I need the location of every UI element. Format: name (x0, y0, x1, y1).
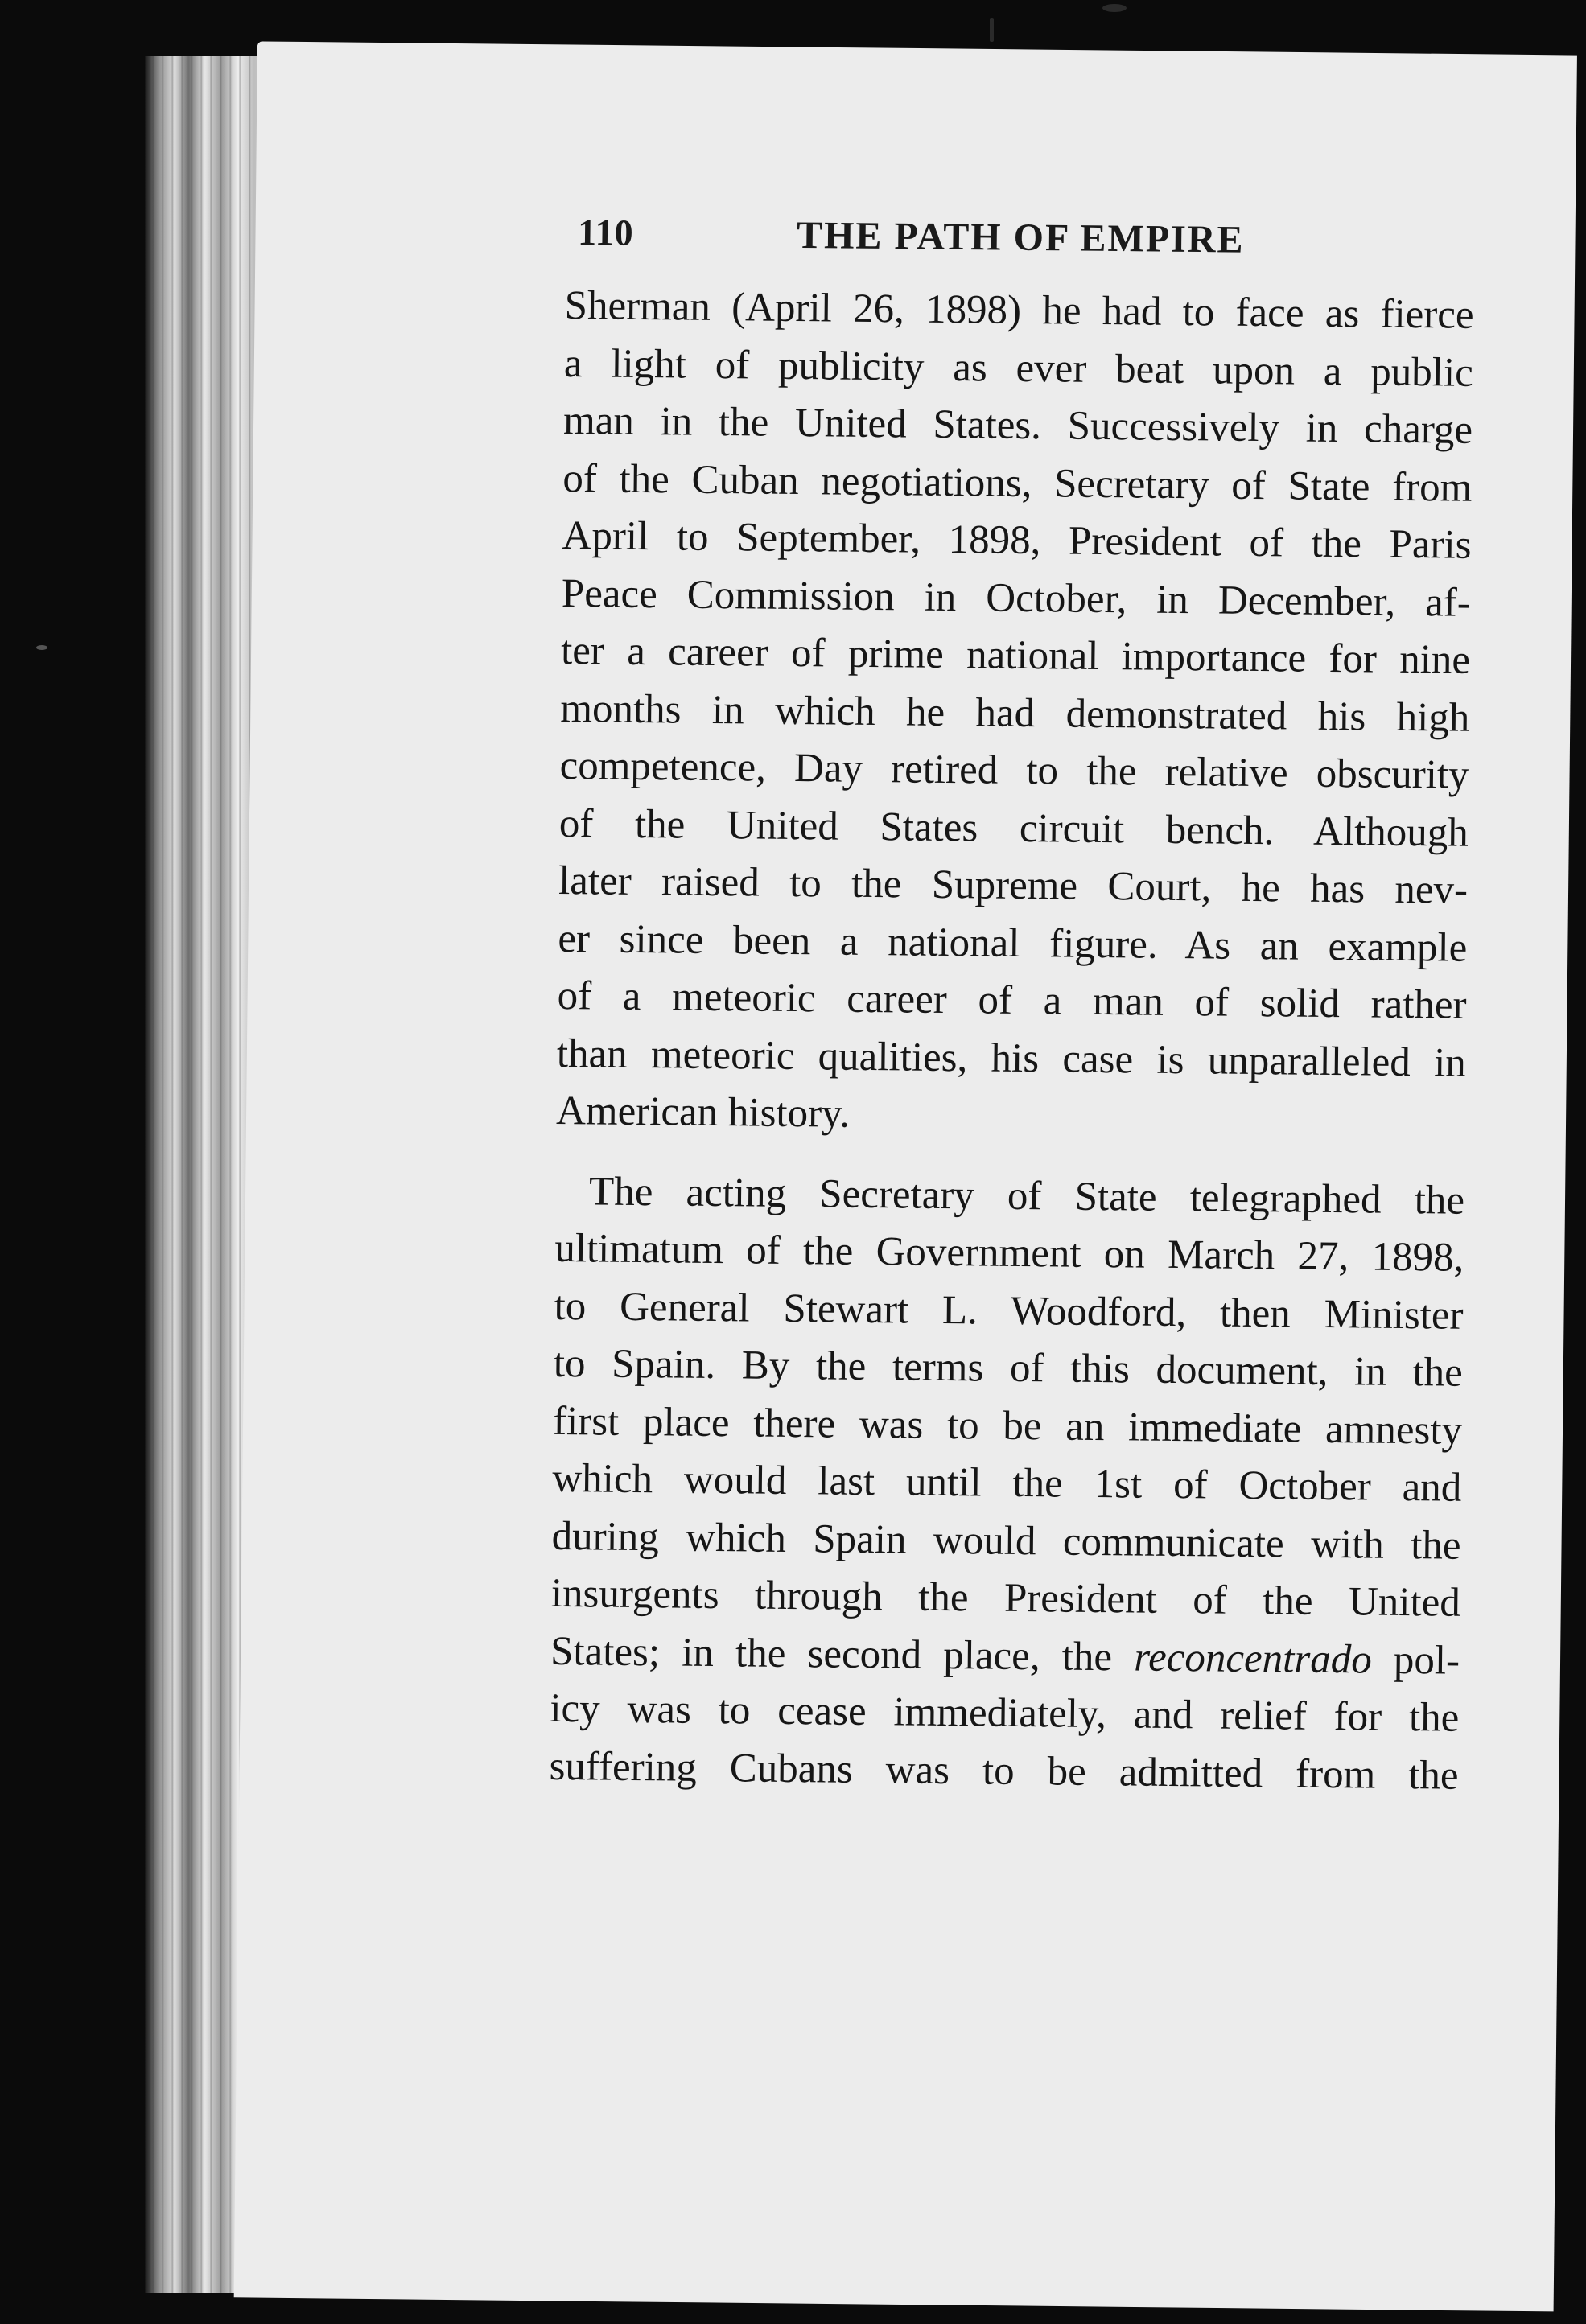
text-line: ultimatum of the Government on March 27, 1898, (554, 1225, 1464, 1281)
text-line: suffering Cubans was to be admitted from the (549, 1743, 1459, 1799)
text-line: to Spain. By the terms of this document, in the (553, 1340, 1464, 1396)
text-line: of a meteoric career of a man of solid rather (557, 973, 1467, 1028)
text-line: er since been a national figure. As an example (558, 915, 1468, 971)
text-line: ter a career of prime national importance for nine (560, 627, 1471, 683)
text-line: man in the United States. Successively in charge (562, 397, 1473, 453)
text-line: The acting Secretary of State telegraphed the (588, 1168, 1465, 1224)
text-line: months in which he had demonstrated his high (560, 685, 1470, 741)
text-line-with-italic (550, 1623, 1460, 1689)
text-segment: pol- (1393, 1637, 1460, 1684)
text-line: Sherman (April 26, 1898) he had to face as fierce (564, 282, 1474, 338)
text-line: competence, Day retired to the relative obscurity (559, 742, 1469, 798)
italic-term: reconcentrado (1133, 1635, 1373, 1683)
running-header (578, 211, 1528, 285)
paragraph-2 (549, 1162, 1464, 1804)
scan-speck (990, 18, 994, 42)
page-number: 110 (577, 212, 634, 253)
text-segment: States; in the second place, the (550, 1628, 1113, 1680)
text-line: which would last until the 1st of October and (552, 1455, 1462, 1511)
text-line: than meteoric qualities, his case is unparalleled in (556, 1030, 1467, 1086)
text-line: of the United States circuit bench. Although (558, 800, 1469, 856)
text-line: of the Cuban negotiations, Secretary of State from (562, 455, 1473, 511)
text-line: to General Stewart L. Woodford, then Minister (554, 1283, 1464, 1339)
text-line: later raised to the Supreme Court, he has nev- (558, 858, 1469, 913)
text-line: a light of publicity as ever beat upon a public (563, 340, 1474, 396)
scan-speck (1102, 4, 1127, 12)
text-line: first place there was to be an immediate amnesty (552, 1398, 1463, 1454)
running-title: THE PATH OF EMPIRE (796, 213, 1245, 261)
page-body-text (549, 278, 1474, 1805)
text-line: American history. (555, 1088, 851, 1137)
scan-speck (36, 645, 47, 650)
text-line: insurgents through the President of the United (550, 1570, 1461, 1626)
paragraph-1 (556, 278, 1474, 1150)
text-line: April to September, 1898, President of the Paris (562, 512, 1472, 568)
text-line: during which Spain would communicate with the (551, 1513, 1461, 1569)
text-line: Peace Commission in October, in December, af- (561, 570, 1472, 626)
text-line: icy was to cease immediately, and relief for the (550, 1685, 1460, 1741)
